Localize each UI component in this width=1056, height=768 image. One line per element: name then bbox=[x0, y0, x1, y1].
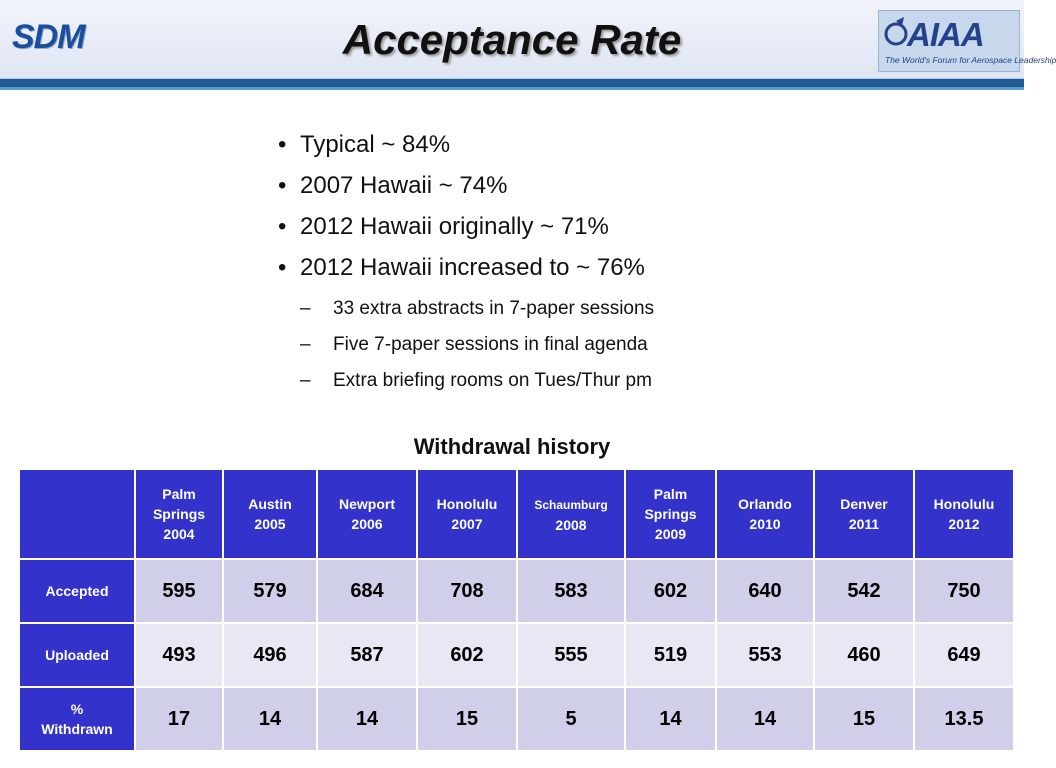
table-cell: 519 bbox=[625, 623, 716, 687]
table-cell: 14 bbox=[625, 687, 716, 751]
table-row-accepted bbox=[19, 559, 1014, 623]
bullet-icon: • bbox=[278, 213, 287, 240]
table-header-row bbox=[19, 469, 1014, 559]
column-year: 2005 bbox=[254, 516, 286, 532]
column-year: 2007 bbox=[451, 516, 483, 532]
row-label-line: Withdrawn bbox=[41, 721, 113, 737]
table-cell: 640 bbox=[716, 559, 814, 623]
bullet-item bbox=[278, 169, 654, 210]
column-name: Newport bbox=[339, 496, 395, 512]
table-cell: 602 bbox=[417, 623, 517, 687]
column-year: 2004 bbox=[163, 526, 195, 542]
table-cell: 579 bbox=[223, 559, 317, 623]
withdrawal-table bbox=[18, 468, 1015, 752]
bullet-text: 2007 Hawaii ~ 74% bbox=[300, 172, 508, 199]
sub-bullet-text: 33 extra abstracts in 7-paper sessions bbox=[333, 298, 655, 319]
column-name: Palm Springs bbox=[644, 486, 697, 522]
column-header bbox=[716, 469, 814, 559]
column-year: 2009 bbox=[654, 526, 687, 542]
bullet-text: 2012 Hawaii increased to ~ 76% bbox=[300, 254, 645, 281]
column-year: 2012 bbox=[948, 516, 980, 532]
table-cell: 496 bbox=[223, 623, 317, 687]
table-cell: 5 bbox=[517, 687, 625, 751]
table-cell: 460 bbox=[814, 623, 914, 687]
bullet-icon: • bbox=[278, 172, 287, 199]
table-cell: 14 bbox=[223, 687, 317, 751]
column-header bbox=[625, 469, 716, 559]
table-row-withdrawn bbox=[19, 687, 1014, 751]
sub-bullet-text: Extra briefing rooms on Tues/Thur pm bbox=[333, 370, 652, 391]
aiaa-logo-tagline: The World's Forum for Aerospace Leadership bbox=[885, 55, 1056, 65]
row-label: Uploaded bbox=[19, 623, 135, 687]
bullet-icon: • bbox=[278, 131, 287, 158]
slide-title: Acceptance Rate bbox=[342, 16, 682, 63]
header-divider-light bbox=[0, 87, 1024, 90]
header-divider-dark bbox=[0, 79, 1024, 87]
bullet-list bbox=[278, 128, 654, 400]
table-cell: 14 bbox=[716, 687, 814, 751]
dash-icon: – bbox=[300, 334, 311, 355]
column-name: Honolulu bbox=[933, 496, 995, 512]
table-cell: 684 bbox=[317, 559, 417, 623]
column-name: Schaumburg bbox=[534, 497, 608, 512]
table-cell: 15 bbox=[814, 687, 914, 751]
table-cell: 587 bbox=[317, 623, 417, 687]
column-year: 2010 bbox=[749, 516, 781, 532]
table-row-uploaded bbox=[19, 623, 1014, 687]
dash-icon: – bbox=[300, 370, 311, 391]
table-cell: 13.5 bbox=[914, 687, 1014, 751]
column-header bbox=[135, 469, 223, 559]
table-cell: 750 bbox=[914, 559, 1014, 623]
sub-bullet-item bbox=[278, 364, 654, 400]
column-header bbox=[417, 469, 517, 559]
table-cell: 708 bbox=[417, 559, 517, 623]
column-name: Denver bbox=[840, 496, 888, 512]
column-name: Orlando bbox=[738, 496, 792, 512]
table-corner-cell bbox=[19, 469, 135, 559]
column-header bbox=[517, 469, 625, 559]
bullet-text: Typical ~ 84% bbox=[300, 131, 451, 158]
dash-icon: – bbox=[300, 298, 311, 319]
slide-header bbox=[0, 0, 1056, 79]
column-header bbox=[814, 469, 914, 559]
row-label: Accepted bbox=[19, 559, 135, 623]
bullet-item bbox=[278, 251, 654, 292]
table-cell: 555 bbox=[517, 623, 625, 687]
table-cell: 602 bbox=[625, 559, 716, 623]
table-title: Withdrawal history bbox=[413, 434, 611, 459]
table-cell: 15 bbox=[417, 687, 517, 751]
table-cell: 493 bbox=[135, 623, 223, 687]
table-cell: 595 bbox=[135, 559, 223, 623]
sdm-label: SDM bbox=[12, 18, 85, 56]
column-year: 2006 bbox=[351, 516, 383, 532]
row-label-line: % bbox=[70, 701, 84, 717]
table-cell: 649 bbox=[914, 623, 1014, 687]
bullet-item bbox=[278, 128, 654, 169]
column-header bbox=[223, 469, 317, 559]
table-cell: 14 bbox=[317, 687, 417, 751]
bullet-text: 2012 Hawaii originally ~ 71% bbox=[300, 213, 609, 240]
row-label bbox=[19, 687, 135, 751]
table-cell: 17 bbox=[135, 687, 223, 751]
sub-bullet-item bbox=[278, 328, 654, 364]
bullet-icon: • bbox=[278, 254, 287, 281]
aiaa-logo bbox=[878, 10, 1056, 72]
table-cell: 542 bbox=[814, 559, 914, 623]
column-name: Austin bbox=[248, 496, 292, 512]
table-cell: 553 bbox=[716, 623, 814, 687]
column-header bbox=[317, 469, 417, 559]
bullet-item bbox=[278, 210, 654, 251]
column-header bbox=[914, 469, 1014, 559]
column-name: Palm Springs bbox=[152, 486, 206, 522]
column-name: Honolulu bbox=[436, 496, 498, 512]
sub-bullet-item bbox=[278, 292, 654, 328]
column-year: 2008 bbox=[555, 516, 587, 533]
table-cell: 583 bbox=[517, 559, 625, 623]
column-year: 2011 bbox=[848, 516, 880, 532]
sub-bullet-text: Five 7-paper sessions in final agenda bbox=[333, 334, 648, 355]
aiaa-logo-text: AIAA bbox=[907, 16, 984, 53]
